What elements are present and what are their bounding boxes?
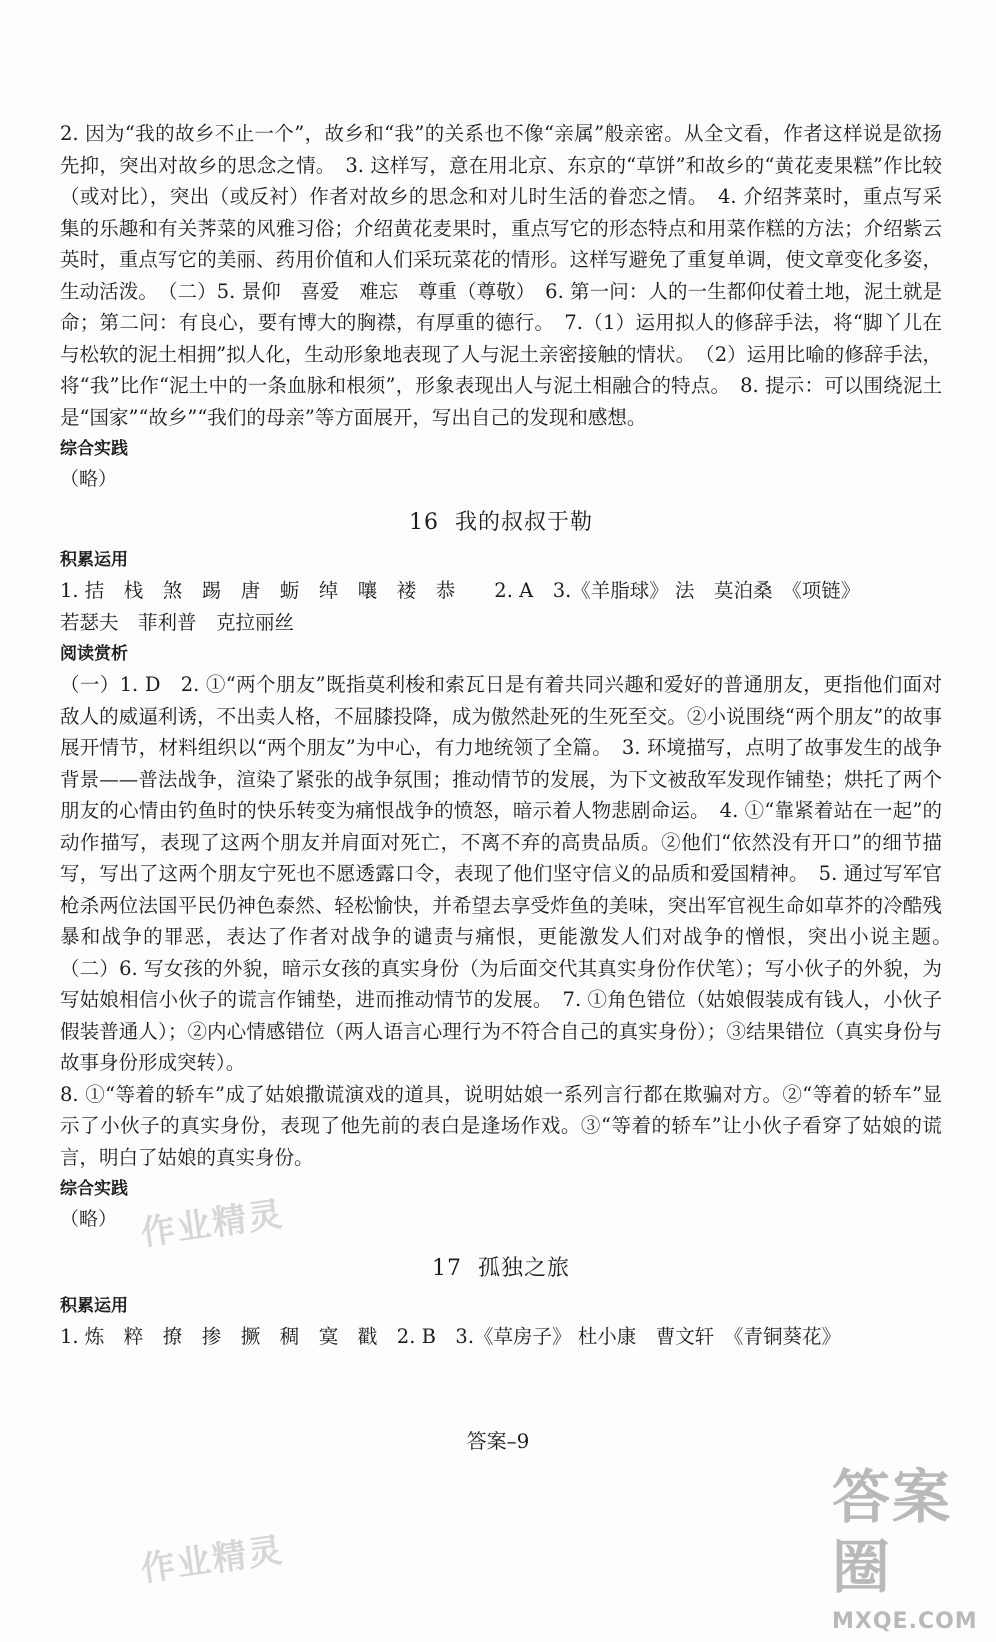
lesson-17-name: 孤独之旅 bbox=[477, 1256, 570, 1281]
watermark-text: 作业精灵 bbox=[138, 1194, 287, 1254]
section-label-zonghe: 综合实践 bbox=[60, 439, 128, 459]
logo-mark: 答案圈 bbox=[832, 1463, 953, 1601]
lesson-16-title bbox=[60, 508, 942, 538]
logo-url: MXQE.COM bbox=[832, 1609, 978, 1634]
jilei-answers-17: 1. 炼 粹 撩 掺 撅 稠 寞 戳 2. B 3.《草房子》 杜小康 曹文轩 《青铜葵花》 bbox=[60, 1325, 841, 1348]
yuedu-answers-paragraph-2: 8. ①“等着的轿车”成了姑娘撒谎演戏的道具，说明姑娘一系列言行都在欺骗对方。②“等着的轿车”显示了小伙子的真实身份，表现了他先前的表白是逢场作戏。③“等着的轿车”让小伙子看穿了姑娘的谎言，明白了姑娘的真实身份。 bbox=[60, 1082, 942, 1169]
jilei-answers-line2: 若瑟夫 菲利普 克拉丽丝 bbox=[60, 610, 295, 634]
omitted-note-16: （略） bbox=[60, 1208, 118, 1230]
section-label-jilei: 积累运用 bbox=[60, 550, 128, 570]
site-logo bbox=[832, 1462, 982, 1634]
page-footer: 答案–9 bbox=[466, 1429, 530, 1453]
continued-answers-paragraph: 2. 因为“我的故乡不止一个”，故乡和“我”的关系也不像“亲属”般亲密。从全文看，作者这样说是欲扬先抑，突出对故乡的思念之情。 3. 这样写，意在用北京、东京的“草饼”和故乡的“黄花麦果糕”作比较（或对比），突出（或反衬）作者对故乡的思念和对儿时生活的眷恋之情。 4. 介绍荠菜时，重点写采集的乐趣和有关荠菜的风雅习俗；介绍黄花麦果时，重点写它的形态特点和用菜作糕的方法；介绍紫云英时，重点写它的美丽、药用价值和人们采玩菜花的情形。这样写避免了重复单调，使文章变化多姿，生动活泼。 （二）5. 景仰 喜爱 难忘 尊重（尊敬） 6. 第一问：人的一生都仰仗着土地，泥土就是命；第二问：有良心，要有博大的胸襟，有厚重的德行。 7.（1）运用拟人的修辞手法，将“脚丫儿在与松软的泥土相拥”拟人化，生动形象地表现了人与泥土亲密接触的情状。 （2）运用比喻的修辞手法，将“我”比作“泥土中的一条血脉和根须”，形象表现出人与泥土相融合的特点。 8. 提示：可以围绕泥土是“国家”“故乡”“我们的母亲”等方面展开，写出自己的发现和感想。 bbox=[60, 122, 942, 429]
omitted-note: （略） bbox=[60, 468, 118, 490]
jilei-answers-line1: 1. 拮 栈 煞 踢 唐 蛎 绰 嚷 褛 恭 2. A 3.《羊脂球》 法 莫泊桑 《项链》 bbox=[60, 579, 861, 602]
section-label-yuedu: 阅读赏析 bbox=[60, 644, 128, 664]
lesson-17-number: 17 bbox=[431, 1256, 462, 1281]
lesson-17-title bbox=[60, 1254, 942, 1284]
answer-page bbox=[60, 118, 962, 1353]
section-label-jilei-17: 积累运用 bbox=[60, 1296, 128, 1316]
watermark-text-bottom: 作业精灵 bbox=[138, 1530, 287, 1590]
section-label-zonghe-16: 综合实践 bbox=[60, 1179, 128, 1199]
lesson-16-name: 我的叔叔于勒 bbox=[454, 510, 593, 535]
yuedu-answers-paragraph: （一）1. D 2. ①“两个朋友”既指莫利梭和索瓦日是有着共同兴趣和爱好的普通朋友，更指他们面对敌人的威逼利诱，不出卖人格，不屈膝投降，成为傲然赴死的生死至交。②小说围绕“两个朋友”的故事展开情节，材料组织以“两个朋友”为中心，有力地统领了全篇。 3. 环境描写，点明了故事发生的战争背景——普法战争，渲染了紧张的战争氛围；推动情节的发展，为下文被敌军发现作铺垫；烘托了两个朋友的心情由钓鱼时的快乐转变为痛恨战争的愤怒，暗示着人物悲剧命运。 4. ①“靠紧着站在一起”的动作描写，表现了这两个朋友并肩面对死亡，不离不弃的高贵品质。②他们“依然没有开口”的细节描写，写出了这两个朋友宁死也不愿透露口令，表现了他们坚守信义的品质和爱国精神。 5. 通过写军官枪杀两位法国平民仍神色泰然、轻松愉快，并希望去享受炸鱼的美味，突出军官视生命如草芥的冷酷残暴和战争的罪恶，表达了作者对战争的谴责与痛恨，更能激发人们对战争的憎恨，突出小说主题。 （二）6. 写女孩的外貌，暗示女孩的真实身份（为后面交代其真实身份作伏笔）；写小伙子的外貌，为写姑娘相信小伙子的谎言作铺垫，进而推动情节的发展。 7. ①角色错位（姑娘假装成有钱人，小伙子假装普通人）；②内心情感错位（两人语言心理行为不符合自己的真实身份）；③结果错位（真实身份与故事身份形成突转）。 bbox=[60, 673, 962, 1074]
lesson-16-number: 16 bbox=[408, 510, 439, 535]
